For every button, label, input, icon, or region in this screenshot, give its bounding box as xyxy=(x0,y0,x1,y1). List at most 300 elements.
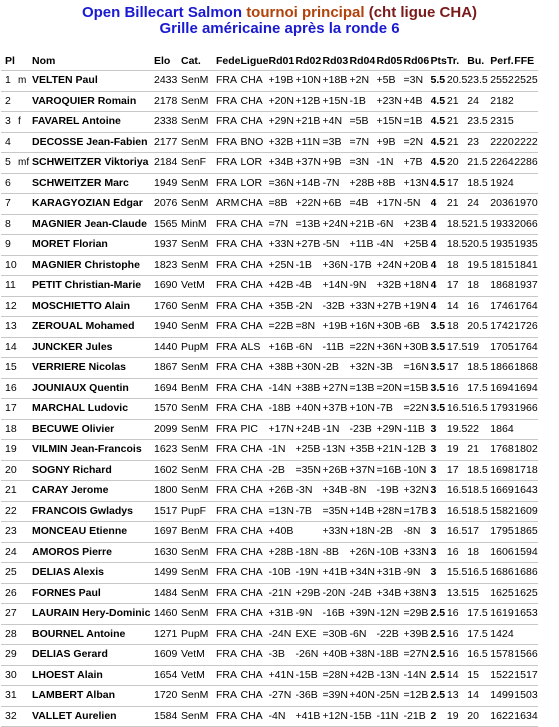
cell-place: 5 xyxy=(5,156,11,168)
cell-buchholz: 24 xyxy=(467,94,479,107)
cell-name: BOURNEL Antoine xyxy=(32,627,126,640)
table-row xyxy=(1,460,538,481)
cell-round-1: =13N xyxy=(268,504,294,517)
cell-name: MORET Florian xyxy=(32,238,108,250)
cell-place: 26 xyxy=(5,586,17,599)
cell-tiebreak-tr: 17 xyxy=(446,176,459,189)
cell-place: 10 xyxy=(5,258,17,271)
cell-place: 4 xyxy=(5,135,11,148)
cell-title xyxy=(18,337,32,358)
cell-performance: 1935 xyxy=(490,238,514,250)
cell-league: CHA xyxy=(240,74,263,86)
cell-elo: 2099 xyxy=(154,422,178,435)
column-header: Fede xyxy=(216,55,241,67)
cell-round-4: +18N xyxy=(349,525,375,537)
cell-buchholz: 21 xyxy=(467,443,479,455)
cell-round-2: +22N xyxy=(295,197,321,209)
cell-buchholz: 17.5 xyxy=(467,607,488,619)
cell-title xyxy=(18,522,32,543)
cell-elo: 1940 xyxy=(154,320,178,332)
cell-ffe: 2066 xyxy=(514,217,538,230)
cell-round-3: +34B xyxy=(322,484,348,496)
cell-federation: FRA xyxy=(216,115,237,127)
cell-federation: FRA xyxy=(216,463,237,476)
cell-round-6: -12B xyxy=(403,443,426,455)
cell-round-6: =1B xyxy=(403,115,423,127)
cell-performance: 2220 xyxy=(490,135,514,148)
cell-place: 15 xyxy=(5,361,17,373)
cell-round-4: +26N xyxy=(349,545,375,558)
cell-round-6: -14N xyxy=(403,668,427,681)
cell-elo: 1565 xyxy=(154,217,178,230)
cell-name: BECUWE Olivier xyxy=(32,422,115,435)
cell-league: CHA xyxy=(240,504,263,517)
cell-round-6: =27N xyxy=(403,648,429,660)
cell-round-5: +27B xyxy=(376,299,402,312)
cell-tiebreak-tr: 19 xyxy=(446,709,459,722)
column-header: Rd06 xyxy=(403,55,430,67)
cell-category: SenM xyxy=(181,176,209,189)
cell-title xyxy=(18,132,32,153)
cell-round-4: =7N xyxy=(349,135,370,148)
cell-elo: 2076 xyxy=(154,197,178,209)
cell-buchholz: 19 xyxy=(467,340,479,353)
cell-tiebreak-tr: 16.5 xyxy=(446,525,468,537)
cell-category: VetM xyxy=(181,668,205,681)
table-row xyxy=(1,440,538,461)
cell-round-2 xyxy=(296,522,323,543)
cell-round-3: =3B xyxy=(322,135,342,148)
cell-name: DELIAS Alexis xyxy=(32,566,104,578)
cell-name: MONCEAU Etienne xyxy=(32,525,128,537)
cell-performance: 1924 xyxy=(490,176,514,189)
cell-federation: FRA xyxy=(216,545,237,558)
title-line-1 xyxy=(0,5,559,21)
cell-round-2: -9N xyxy=(295,607,313,619)
cell-round-1: +38B xyxy=(268,361,294,373)
cell-round-5: -18B xyxy=(376,648,399,660)
cell-buchholz: 15 xyxy=(467,668,479,681)
title-tournament: tournoi principal xyxy=(246,4,365,21)
header-title-blank xyxy=(18,52,32,71)
cell-points: 2.5 xyxy=(430,627,446,640)
cell-round-2: EXE xyxy=(295,627,317,640)
cell-league: CHA xyxy=(240,607,263,619)
cell-name: SCHWEITZER Marc xyxy=(32,176,129,189)
cell-performance: 1933 xyxy=(490,217,514,230)
cell-round-1: +16B xyxy=(268,340,294,353)
cell-category: SenM xyxy=(181,320,209,332)
table-row xyxy=(1,276,538,297)
cell-ffe: 1653 xyxy=(514,607,538,619)
cell-league: CHA xyxy=(240,443,263,455)
cell-round-6: -11B xyxy=(403,422,425,435)
cell-federation: FRA xyxy=(216,484,237,496)
cell-round-3: -1N xyxy=(322,422,340,435)
cell-tiebreak-tr: 16 xyxy=(446,381,459,394)
cell-place: 1 xyxy=(5,74,11,86)
table-row xyxy=(1,563,538,584)
cell-league: CHA xyxy=(240,627,263,640)
cell-category: SenM xyxy=(181,361,209,373)
cell-place: 18 xyxy=(5,422,17,435)
column-header: Rd03 xyxy=(322,55,349,67)
cell-round-4: =22N xyxy=(349,340,375,353)
cell-performance: 2182 xyxy=(490,94,514,107)
cell-league: CHA xyxy=(240,361,263,373)
cell-buchholz: 17 xyxy=(467,525,479,537)
cell-round-6: =3N xyxy=(403,74,424,86)
cell-round-1: -14N xyxy=(268,381,292,394)
cell-buchholz: 20 xyxy=(467,709,479,722)
cell-round-6: -8N xyxy=(403,525,421,537)
cell-federation: FRA xyxy=(216,586,237,599)
cell-round-5: +28N xyxy=(376,504,402,517)
cell-federation: FRA xyxy=(216,627,237,640)
cell-round-6: -10N xyxy=(403,463,427,476)
cell-league: CHA xyxy=(240,94,263,107)
cell-round-6: -21B xyxy=(403,709,426,722)
cell-category: PupF xyxy=(181,504,207,517)
cell-round-3: +26B xyxy=(322,463,348,476)
table-row xyxy=(1,317,538,338)
page-title xyxy=(0,5,559,37)
cell-elo: 1694 xyxy=(154,381,178,394)
cell-round-1: +33N xyxy=(268,238,294,250)
cell-place: 9 xyxy=(5,238,11,250)
cell-performance: 1815 xyxy=(490,258,514,271)
cell-round-4: -15B xyxy=(349,709,372,722)
table-row xyxy=(1,173,538,194)
cell-title xyxy=(18,706,32,727)
cell-round-4: =5B xyxy=(349,115,369,127)
cell-round-4: -23B xyxy=(349,422,372,435)
cell-round-5: =20N xyxy=(376,381,402,394)
cell-round-4: -1B xyxy=(349,94,366,107)
cell-buchholz: 20.5 xyxy=(467,320,488,332)
cell-buchholz: 23.5 xyxy=(467,115,488,127)
cell-ffe: 1966 xyxy=(514,402,538,414)
cell-round-5: -6N xyxy=(376,217,394,230)
cell-round-6: +7B xyxy=(403,156,423,168)
cell-round-2: +25B xyxy=(295,443,321,455)
cell-round-3: +36N xyxy=(322,258,348,271)
cell-category: SenF xyxy=(181,156,207,168)
cell-name: VILMIN Jean-Francois xyxy=(32,443,142,455)
cell-round-6: -9N xyxy=(403,566,421,578)
cell-round-6: =29B xyxy=(403,607,429,619)
title-line-2: Grille américaine après la ronde 6 xyxy=(159,20,400,37)
cell-round-1: +35B xyxy=(268,299,294,312)
cell-round-2: +30N xyxy=(295,361,321,373)
cell-place: 24 xyxy=(5,545,17,558)
cell-league: CHA xyxy=(240,238,263,250)
cell-round-1: -2B xyxy=(268,463,285,476)
cell-round-1: -21N xyxy=(268,586,292,599)
cell-federation: FRA xyxy=(216,566,237,578)
cell-round-5: -12N xyxy=(376,607,400,619)
cell-name: FRANCOIS Gwladys xyxy=(32,504,133,517)
cell-round-3: -8B xyxy=(322,545,339,558)
cell-round-1: =36N xyxy=(268,176,294,189)
cell-category: VetM xyxy=(181,648,205,660)
column-header: FFE xyxy=(514,55,535,67)
cell-round-1: -3B xyxy=(268,648,285,660)
cell-ffe: 2525 xyxy=(514,74,538,86)
cell-round-3: -13N xyxy=(322,443,346,455)
cell-performance: 1742 xyxy=(490,320,514,332)
cell-round-1: -1N xyxy=(268,443,286,455)
cell-place: 7 xyxy=(5,197,11,209)
cell-elo: 1440 xyxy=(154,340,178,353)
cell-round-3: =28N xyxy=(322,668,348,681)
cell-buchholz: 18.5 xyxy=(467,484,488,496)
table-row xyxy=(1,255,538,276)
cell-points: 3 xyxy=(430,484,437,496)
cell-title xyxy=(18,501,32,522)
cell-round-5: +17N xyxy=(376,197,402,209)
cell-name: MOSCHIETTO Alain xyxy=(32,299,131,312)
cell-category: SenM xyxy=(181,545,209,558)
cell-buchholz: 22 xyxy=(467,422,479,435)
cell-tiebreak-tr: 21 xyxy=(446,135,459,148)
cell-buchholz: 20.5 xyxy=(467,238,488,250)
cell-round-1: +31B xyxy=(268,607,294,619)
cell-buchholz: 16.5 xyxy=(467,648,488,660)
cell-name: DECOSSE Jean-Fabien xyxy=(32,135,148,148)
cell-tiebreak-tr: 16.5 xyxy=(446,504,468,517)
cell-ffe: 1517 xyxy=(514,668,538,681)
cell-round-2: +41B xyxy=(295,709,321,722)
cell-round-4: =3N xyxy=(349,156,370,168)
column-header: Rd05 xyxy=(376,55,403,67)
title-event: Open Billecart Salmon xyxy=(81,4,243,21)
cell-performance: 1795 xyxy=(490,525,514,537)
cell-buchholz: 23 xyxy=(467,135,479,148)
cell-round-4: -9N xyxy=(349,279,367,291)
cell-ffe: 1625 xyxy=(514,586,538,599)
cell-name: MAGNIER Jean-Claude xyxy=(32,217,147,230)
cell-category: SenM xyxy=(181,689,209,701)
column-header: Pl xyxy=(5,55,15,67)
cell-tiebreak-tr: 13.5 xyxy=(446,586,468,599)
cell-title xyxy=(18,235,32,256)
cell-round-3: +33N xyxy=(322,525,348,537)
cell-title xyxy=(18,214,32,235)
cell-category: SenM xyxy=(181,443,209,455)
cell-round-3: +27N xyxy=(322,381,348,394)
table-row xyxy=(1,132,538,153)
column-header: Nom xyxy=(32,55,56,67)
cell-federation: FRA xyxy=(216,668,237,681)
cell-place: 27 xyxy=(5,607,17,619)
table-row xyxy=(1,419,538,440)
cell-points: 3 xyxy=(430,422,437,435)
table-row xyxy=(1,71,538,92)
cell-place: 6 xyxy=(5,176,11,189)
cell-tiebreak-tr: 16 xyxy=(446,648,459,660)
cell-points: 4.5 xyxy=(430,135,446,148)
cell-name: CARAY Jerome xyxy=(32,484,109,496)
cell-ffe: 1937 xyxy=(514,279,538,291)
cell-round-6: =17B xyxy=(403,504,429,517)
cell-points: 3 xyxy=(430,586,437,599)
cell-buchholz: 24 xyxy=(467,197,479,209)
cell-points: 4 xyxy=(430,258,437,271)
cell-round-1: =22B xyxy=(268,320,294,332)
cell-federation: ARM xyxy=(216,197,240,209)
table-row xyxy=(1,296,538,317)
cell-round-2: +24B xyxy=(295,422,321,435)
cell-round-2: +11N xyxy=(295,135,321,148)
cell-ffe xyxy=(514,624,538,645)
cell-round-5: +30B xyxy=(376,320,402,332)
cell-round-1: +26B xyxy=(268,484,294,496)
cell-tiebreak-tr: 16.5 xyxy=(446,484,468,496)
cell-round-6: +19N xyxy=(403,299,429,312)
cell-performance: 1746 xyxy=(490,299,514,312)
cell-round-4: =13B xyxy=(349,381,375,394)
cell-round-3: -20N xyxy=(322,586,346,599)
cell-points: 4 xyxy=(430,217,437,230)
cell-tiebreak-tr: 18 xyxy=(446,258,459,271)
cell-category: SenM xyxy=(181,422,209,435)
cell-federation: FRA xyxy=(216,238,237,250)
cell-elo: 2177 xyxy=(154,135,178,148)
cell-tiebreak-tr: 21 xyxy=(446,115,459,127)
cell-points: 3.5 xyxy=(430,320,446,332)
cell-round-5: +8B xyxy=(376,176,396,189)
cell-performance: 1768 xyxy=(490,443,514,455)
cell-category: BenM xyxy=(181,525,209,537)
cell-name: JUNCKER Jules xyxy=(32,340,113,353)
cell-round-2: -4B xyxy=(295,279,312,291)
column-header: Pts xyxy=(430,55,447,67)
cell-tiebreak-tr: 21 xyxy=(446,197,459,209)
cell-round-6: =22N xyxy=(403,402,429,414)
cell-points: 3 xyxy=(430,545,437,558)
cell-performance: 1698 xyxy=(490,463,514,476)
cell-federation: FRA xyxy=(216,217,237,230)
cell-name: MARCHAL Ludovic xyxy=(32,402,129,414)
cell-league: CHA xyxy=(240,320,263,332)
table-row xyxy=(1,194,538,215)
cell-place: 12 xyxy=(5,299,17,312)
cell-round-1: +42B xyxy=(268,279,294,291)
cell-round-5: -7B xyxy=(376,402,393,414)
cell-title xyxy=(18,194,32,215)
cell-round-6: +38N xyxy=(403,586,429,599)
cell-round-3: +18B xyxy=(322,74,348,86)
cell-tiebreak-tr: 16 xyxy=(446,627,459,640)
cell-performance: 1578 xyxy=(490,648,514,660)
cell-round-5: -10B xyxy=(376,545,399,558)
cell-buchholz: 18 xyxy=(467,545,479,558)
cell-elo: 2184 xyxy=(154,156,178,168)
cell-category: SenM xyxy=(181,94,209,107)
cell-ffe xyxy=(514,419,538,440)
cell-title xyxy=(18,583,32,604)
cell-round-3: +37B xyxy=(322,402,348,414)
table-row xyxy=(1,481,538,502)
cell-buchholz: 18.5 xyxy=(467,176,488,189)
cell-elo: 1602 xyxy=(154,463,178,476)
cell-tiebreak-tr: 14 xyxy=(446,668,459,681)
cell-round-2: -1B xyxy=(295,258,312,271)
cell-category: SenM xyxy=(181,463,209,476)
cell-buchholz: 21.5 xyxy=(467,217,488,230)
cell-category: SenM xyxy=(181,299,209,312)
cell-round-2: +37N xyxy=(295,156,321,168)
cell-title: f xyxy=(18,116,21,127)
cell-round-2: +12B xyxy=(295,94,321,107)
cell-round-5: +5B xyxy=(376,74,396,86)
cell-name: VALLET Aurelien xyxy=(32,709,117,722)
cell-round-3: +15N xyxy=(322,94,348,107)
cell-elo: 1800 xyxy=(154,484,178,496)
cell-round-5: -3B xyxy=(376,361,393,373)
cell-round-5: +15N xyxy=(376,115,402,127)
cell-tiebreak-tr: 20 xyxy=(446,156,459,168)
cell-federation: FRA xyxy=(216,299,237,312)
cell-round-2: -36B xyxy=(295,689,318,701)
cell-tiebreak-tr: 17 xyxy=(446,463,459,476)
cell-league: CHA xyxy=(240,381,263,394)
cell-round-2: =8N xyxy=(295,320,316,332)
cell-round-2: -19N xyxy=(295,566,319,578)
cell-performance: 2315 xyxy=(490,115,514,127)
cell-performance: 1582 xyxy=(490,504,514,517)
cell-category: PupM xyxy=(181,627,209,640)
table-row xyxy=(1,583,538,604)
cell-elo: 1517 xyxy=(154,504,178,517)
cell-round-1: +40B xyxy=(268,525,294,537)
cell-league: CHA xyxy=(240,484,263,496)
cell-category: SenM xyxy=(181,709,209,722)
cell-points: 2.5 xyxy=(430,607,446,619)
cell-name: SOGNY Richard xyxy=(32,463,112,476)
cell-round-4: -17B xyxy=(349,258,372,271)
cell-federation: FRA xyxy=(216,279,237,291)
cell-league: CHA xyxy=(240,258,263,271)
cell-round-4: +39N xyxy=(349,607,375,619)
cell-category: PupM xyxy=(181,340,209,353)
cell-ffe: 1764 xyxy=(514,299,538,312)
cell-round-6: +13N xyxy=(403,176,429,189)
cell-round-3: +40B xyxy=(322,648,348,660)
cell-round-4: +34N xyxy=(349,566,375,578)
cell-round-5: +34B xyxy=(376,586,402,599)
cell-federation: FRA xyxy=(216,74,237,86)
cell-round-3: -16B xyxy=(322,607,345,619)
cell-name: LAMBERT Alban xyxy=(32,689,116,701)
cell-buchholz: 17.5 xyxy=(467,627,488,640)
cell-buchholz: 16 xyxy=(467,299,479,312)
cell-performance: 2036 xyxy=(490,197,514,209)
cell-place: 8 xyxy=(5,217,11,230)
cell-round-4: +37N xyxy=(349,463,375,476)
cell-league: LOR xyxy=(240,156,263,168)
cell-round-1: =7N xyxy=(268,217,289,230)
cell-elo: 1949 xyxy=(154,176,178,189)
cell-round-5: -2B xyxy=(376,525,393,537)
cell-federation: FRA xyxy=(216,607,237,619)
cell-round-3: +24N xyxy=(322,217,348,230)
cell-title xyxy=(18,481,32,502)
cell-ffe: 1634 xyxy=(514,709,538,722)
cell-round-6: +33N xyxy=(403,545,429,558)
cell-elo: 1623 xyxy=(154,443,178,455)
